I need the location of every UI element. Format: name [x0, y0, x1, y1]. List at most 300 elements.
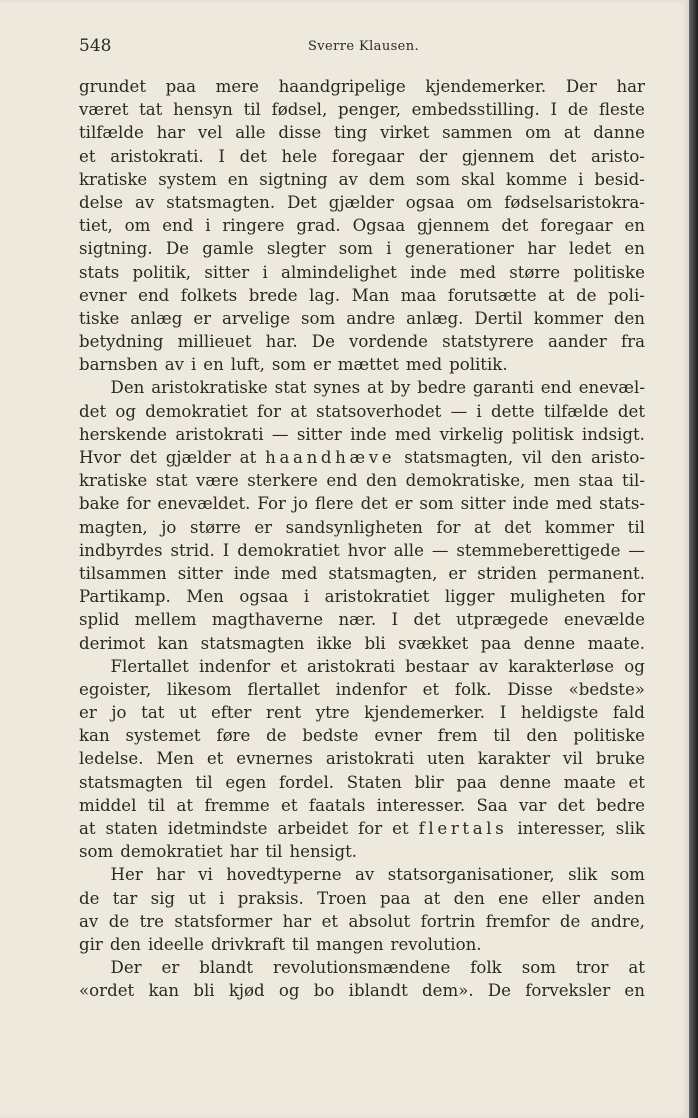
word: den [365, 471, 398, 491]
word: gir [79, 934, 103, 954]
word: I [222, 540, 230, 560]
word: iblandt [348, 981, 408, 1001]
word: i [476, 401, 482, 421]
word: tilfælde [79, 123, 144, 143]
word: virket [380, 123, 430, 143]
word: eller [541, 888, 580, 908]
word: de [559, 911, 581, 931]
word: ligger [444, 587, 495, 607]
word: en [624, 239, 645, 259]
word: generationer [404, 239, 514, 259]
word: derimot [79, 633, 146, 653]
word: for [257, 401, 282, 421]
word: stemmeberettigede [456, 540, 621, 560]
word: ledet [568, 239, 612, 259]
word: tre [139, 911, 164, 931]
word: sammen [442, 123, 513, 143]
word: ogsaa [405, 192, 455, 212]
word: mangen [316, 934, 384, 954]
text-line [79, 562, 645, 585]
word: revolution. [390, 934, 482, 954]
word: mættet [337, 355, 399, 375]
page-number: 548 [79, 36, 112, 56]
word: for [436, 517, 461, 537]
word: komme [505, 169, 568, 189]
word: vi [198, 865, 213, 885]
text-line [79, 98, 645, 121]
word: de [567, 100, 589, 120]
word: delse [79, 192, 124, 212]
text-line [79, 655, 645, 678]
text-line [79, 330, 645, 353]
word: luft, [230, 355, 265, 375]
word: idetmindste [167, 819, 268, 838]
word: splid [79, 610, 120, 630]
word: strid. [170, 540, 215, 560]
word: vordende [349, 332, 428, 352]
word: millieuet [177, 332, 252, 352]
word: i [303, 587, 310, 607]
word: Partikamp. [79, 587, 171, 607]
word: føre [216, 726, 251, 746]
word: slegter [266, 239, 326, 259]
word: kan [79, 726, 110, 746]
word: evner [374, 726, 422, 746]
word: en [203, 355, 224, 375]
word: egen [225, 772, 267, 792]
word: middel [79, 795, 137, 815]
text-line [79, 794, 645, 817]
text-line [79, 214, 645, 237]
word: flertals [418, 819, 508, 838]
word: som [610, 865, 645, 885]
word: som [301, 308, 336, 328]
word: være [196, 471, 239, 491]
word: sitter [177, 563, 223, 583]
word: hele [281, 146, 318, 166]
word: ringere [222, 216, 285, 236]
word: forveksler [525, 981, 611, 1001]
word: kratiske [79, 471, 148, 491]
word: De [487, 981, 511, 1001]
word: haandhæve [265, 448, 396, 467]
text-line [79, 817, 645, 840]
word: slik [568, 865, 598, 885]
word: evner [79, 285, 127, 305]
word: statsmagten [200, 633, 305, 653]
word: de [266, 726, 287, 746]
word: grundet [79, 77, 147, 96]
word: paa [380, 888, 411, 908]
text-line [79, 747, 645, 770]
word: den [526, 726, 558, 746]
word: den [550, 448, 583, 467]
word: har [527, 239, 556, 259]
word: end [162, 216, 194, 236]
word: gjælder [165, 448, 231, 467]
word: til [243, 100, 261, 120]
word: system [158, 169, 217, 189]
word: enevælde [563, 610, 645, 630]
word: det [549, 146, 577, 166]
word: kan [157, 633, 189, 653]
word: hvor [347, 540, 386, 560]
word: men [533, 471, 571, 491]
word: var [519, 795, 547, 815]
word: av [79, 911, 99, 931]
word: er [254, 517, 273, 537]
word: som [415, 169, 451, 189]
word: i [191, 355, 197, 375]
word: det [129, 448, 157, 467]
word: synes [313, 378, 361, 398]
text-line [79, 632, 645, 655]
word: fald [612, 703, 645, 723]
word: den [109, 934, 141, 954]
word: tilsammen [79, 563, 167, 583]
word: at [239, 448, 257, 467]
text-line [79, 863, 645, 886]
word: enevæl- [578, 378, 645, 398]
word: fordel. [278, 772, 335, 792]
word: at [290, 401, 307, 421]
word: staa [578, 471, 614, 491]
word: fødsel, [271, 100, 328, 120]
word: indenfor [198, 656, 271, 676]
word: er [193, 308, 212, 328]
word: stat [155, 471, 188, 491]
word: av [478, 656, 499, 676]
word: bedre [417, 378, 467, 398]
word: Her [110, 865, 143, 885]
word: faatals [308, 795, 366, 815]
word: efter [211, 703, 252, 723]
word: — [450, 401, 468, 421]
text-line [79, 701, 645, 724]
word: med [459, 262, 496, 282]
word: om [466, 192, 493, 212]
word: forutsætte [447, 285, 537, 305]
word: ledelse. [79, 749, 144, 769]
word: paa [480, 633, 512, 653]
word: et [392, 819, 409, 838]
word: er [161, 958, 180, 978]
word: aristokrati. [110, 146, 204, 166]
word: at [366, 378, 384, 398]
word: statstyrere [442, 332, 534, 352]
word: lag. [309, 285, 341, 305]
word: kommer [544, 517, 615, 537]
word: til [493, 726, 511, 746]
word: det [504, 517, 532, 537]
text-line [79, 887, 645, 910]
word: av [338, 169, 358, 189]
word: for [620, 587, 645, 607]
word: har [616, 77, 645, 96]
word: som [338, 239, 374, 259]
word: blir [414, 772, 444, 792]
word: statsmagten. [166, 192, 276, 212]
word: arvelige [222, 308, 291, 328]
text-line [79, 724, 645, 747]
word: at [548, 285, 565, 305]
word: bli [193, 981, 215, 1001]
word: revolutionsmændene [273, 958, 451, 978]
word: sigtning [259, 169, 328, 189]
word: rent [266, 703, 302, 723]
word: absolut [348, 911, 411, 931]
word: et [422, 679, 440, 699]
word: hovedtyperne [226, 865, 342, 885]
word: Man [351, 285, 390, 305]
word: med [555, 494, 593, 514]
word: anlæg. [406, 308, 464, 328]
word: kjendemerker. [364, 703, 486, 723]
word: dem». [422, 981, 474, 1001]
word: av [164, 355, 185, 375]
word: interesser, [517, 819, 606, 838]
word: gamle [202, 239, 254, 259]
word: inde [350, 424, 387, 444]
word: i [205, 216, 211, 236]
word: og [278, 981, 300, 1001]
word: — [271, 424, 289, 444]
word: ytre [315, 703, 350, 723]
word: et [79, 146, 96, 166]
text-line [79, 608, 645, 631]
word: med [281, 563, 318, 583]
word: større [189, 517, 241, 537]
page-edge-shadow [689, 0, 698, 1118]
text-line [79, 376, 645, 399]
word: folkets [180, 285, 238, 305]
word: magten, [79, 517, 148, 537]
text-line [79, 956, 645, 979]
word: bruke [595, 749, 645, 769]
word: evnernes [236, 749, 313, 769]
word: demokratiske, [405, 471, 526, 491]
word: De [311, 332, 335, 352]
word: politisk [511, 424, 574, 444]
word: i [578, 169, 584, 189]
word: heldigste [520, 703, 599, 723]
word: praksis. [237, 888, 304, 908]
word: bedste [302, 726, 359, 746]
word: herskende [79, 424, 167, 444]
word: aander [548, 332, 607, 352]
word: aristokrati [175, 424, 264, 444]
word: andre, [590, 911, 645, 931]
word: ene [498, 888, 529, 908]
word: aristokratiet [324, 587, 430, 607]
word: ut [179, 703, 197, 723]
word: stats- [599, 494, 645, 514]
word: det [360, 494, 388, 514]
word: alle [393, 540, 424, 560]
text-line [79, 423, 645, 446]
word: til [265, 842, 283, 862]
word: at [474, 517, 491, 537]
word: vel [197, 123, 223, 143]
word: ting [333, 123, 368, 143]
word: jo [111, 703, 127, 723]
word: gjennem [461, 146, 535, 166]
word: som [419, 494, 454, 514]
word: med [405, 355, 443, 375]
word: paa [456, 772, 487, 792]
word: end [326, 471, 358, 491]
word: til- [622, 471, 645, 491]
word: bli [364, 633, 386, 653]
word: sterkere [247, 471, 318, 491]
word: I [391, 610, 399, 630]
word: tiske [79, 308, 120, 328]
word: politik. [449, 355, 508, 375]
running-head: Sverre Klausen. [308, 39, 420, 54]
word: de [108, 911, 130, 931]
word: som [79, 842, 114, 862]
word: sitter [296, 424, 342, 444]
word: for [358, 819, 383, 838]
word: den [613, 308, 645, 328]
word: egoister, [79, 679, 152, 699]
word: «bedste» [568, 679, 645, 699]
word: sitter [204, 262, 250, 282]
word: fortrin [420, 911, 476, 931]
word: statsoverhodet [316, 401, 442, 421]
word: et [321, 911, 339, 931]
word: likesom [166, 679, 232, 699]
word: politiske [573, 726, 645, 746]
word: arbeidet [277, 819, 349, 838]
word: for [126, 494, 151, 514]
word: og [624, 656, 645, 676]
word: by [390, 378, 411, 398]
word: er [394, 494, 413, 514]
word: folk [470, 958, 502, 978]
word: hensyn [173, 100, 233, 120]
word: tat [141, 703, 165, 723]
text-line [79, 840, 645, 863]
word: flertallet [247, 679, 320, 699]
text-line [79, 771, 645, 794]
word: utprægede [456, 610, 549, 630]
word: gjælder [328, 192, 394, 212]
word: at [423, 888, 441, 908]
word: et [281, 795, 298, 815]
word: den [453, 888, 485, 908]
word: enevældet. [157, 494, 251, 514]
word: politiske [573, 262, 645, 282]
word: sitter [460, 494, 506, 514]
word: systemet [125, 726, 201, 746]
word: statsmagten, [328, 563, 438, 583]
word: hensigt. [289, 842, 358, 862]
word: fremfor [485, 911, 550, 931]
word: Staten [346, 772, 402, 792]
word: inde [512, 494, 549, 514]
word: aristo- [591, 146, 645, 166]
word: av [355, 865, 375, 885]
word: et [628, 772, 645, 792]
word: kommer [533, 308, 603, 328]
word: blandt [199, 958, 254, 978]
word: virkelig [439, 424, 504, 444]
text-line [79, 75, 645, 98]
word: stat [274, 378, 307, 398]
word: embedsstilling. [411, 100, 540, 120]
word: Men [156, 749, 194, 769]
word: sig [150, 888, 176, 908]
word: I [218, 146, 225, 166]
word: «ordet [79, 981, 135, 1001]
word: aristo- [591, 448, 645, 467]
word: til [147, 795, 166, 815]
word: permanent. [547, 563, 645, 583]
word: betydning [79, 332, 164, 352]
word: dette [490, 401, 535, 421]
word: kjendemerker. [425, 77, 547, 96]
word: ogsaa [239, 587, 289, 607]
word: tiet, [79, 216, 113, 236]
word: slik [615, 819, 645, 838]
word: de [79, 888, 100, 908]
word: fleste [598, 100, 645, 120]
word: tat [139, 100, 163, 120]
word: indenfor [335, 679, 407, 699]
word: er [313, 355, 331, 375]
word: er [448, 563, 467, 583]
word: demokratiet [120, 842, 223, 862]
word: Der [110, 958, 142, 978]
word: tar [112, 888, 138, 908]
word: foregaar [331, 146, 405, 166]
text-line [79, 446, 645, 469]
word: fra [621, 332, 645, 352]
word: Saa [476, 795, 508, 815]
word: har. [265, 332, 298, 352]
word: til [291, 934, 310, 954]
word: Ogsaa [352, 216, 406, 236]
word: disse [278, 123, 322, 143]
word: en [624, 216, 645, 236]
word: skal [461, 169, 495, 189]
word: vil [562, 749, 583, 769]
text-line [79, 678, 645, 701]
word: interesser. [376, 795, 466, 815]
word: barnsben [79, 355, 158, 375]
word: i [262, 262, 268, 282]
word: Den [110, 378, 145, 398]
word: bedre [596, 795, 645, 815]
text-line [79, 910, 645, 933]
word: indsigt. [581, 424, 645, 444]
word: danne [593, 123, 645, 143]
word: aristokrati [306, 656, 396, 676]
word: haandgripelige [278, 77, 406, 96]
word: at [79, 819, 96, 838]
word: et [280, 656, 297, 676]
text-line [79, 121, 645, 144]
word: tilfælde [543, 401, 609, 421]
word: aristokrati [325, 749, 415, 769]
word: nær. [338, 610, 377, 630]
word: maate [563, 772, 616, 792]
word: statsmagten [79, 772, 183, 792]
word: dem [368, 169, 405, 189]
word: kjød [228, 981, 265, 1001]
word: om [525, 123, 552, 143]
